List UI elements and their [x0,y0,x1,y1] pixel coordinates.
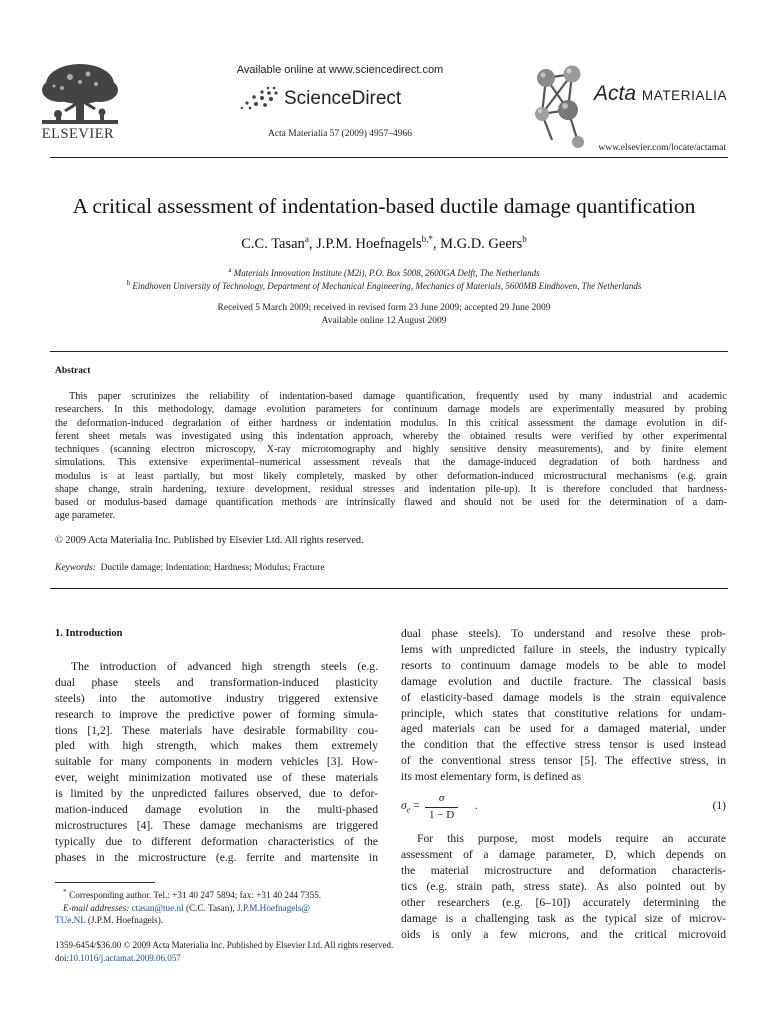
body-line: tions [1,2]. These materials have desirable formability cou- [55,723,378,737]
affiliation-text: Eindhoven University of Technology, Department of Mechanical Engineering, Mechanics of Materials, 5600MB Eindhoven, The Netherlands [132,281,642,291]
body-line: mation-induced damage evolution in the multi-phased [55,803,378,817]
body-line: dual phase steels). To understand and resolve these prob- [401,627,726,640]
equation-denominator: 1 − D [425,807,458,824]
equation-equals: = [410,800,420,813]
left-column [55,626,378,866]
author-separator: , [432,235,441,252]
affiliation-label: a [228,266,232,274]
body-line: For this purpose, most models require an accurate [417,832,726,846]
body-line: is limited by the unpredicted failures observed, due to defor- [55,787,378,801]
keywords-list: Ductile damage; Indentation; Hardness; Modulus; Fracture [100,563,325,573]
sciencedirect-wordmark: ScienceDirect [284,88,402,109]
abstract-line: shape change, strain hardening, texture development, residual stresses and indentation pile-up). It is therefore concluded that hardness- [55,483,727,495]
author-separator: , [308,235,317,252]
body-line: of elasticity-based damage models is the strain equivalence [401,690,726,704]
body-line: its most elementary form, is defined as [401,770,581,784]
abstract-copyright: © 2009 Acta Materialia Inc. Published by Elsevier Ltd. All rights reserved. [55,535,364,546]
article-title: A critical assessment of indentation-based ductile damage quantification [72,194,696,218]
available-online-date: Available online 12 August 2009 [321,316,447,326]
abstract-bottom-rule [50,588,728,589]
abstract-line: techniques (scanning electron microscopy, X-ray microtomography and highly sensitive density measurements), and by finite element [55,444,727,455]
acta-materialia-molecule-icon [528,64,600,150]
equation-number: (1) [712,800,726,813]
body-line: pled with high strength, which makes them extremely [55,739,378,753]
footnote-marker: * [63,887,67,896]
doi-label: doi: [55,952,70,963]
header-rule [50,157,728,158]
body-line: the condition that the effective stress tensor is used instead [401,738,726,752]
equation-lhs [401,799,420,818]
author-affiliation-mark: b [522,234,527,244]
body-line: dual phase steels and transformation-induced plasticity [55,675,378,689]
body-line: assessment of a damage parameter, D, which depends on [401,847,726,861]
body-line: ever, weight minimization motivated use of these materials [55,771,378,785]
received-dates: Received 5 March 2009; received in revised form 23 June 2009; accepted 29 June 2009 [217,303,551,313]
journal-url[interactable]: www.elsevier.com/locate/actamat [598,143,726,153]
equation-trailing: . [475,800,478,813]
author-affiliation-mark: a [304,234,309,244]
author-name: J.P.M. Hoefnagels [316,235,422,252]
acta-wordmark-materialia: MATERIALIA [641,88,728,103]
email-link-hoefnagels[interactable]: J.P.M.Hoefnagels@ [236,902,310,913]
keywords-line [55,563,325,573]
affiliation-b [20,279,748,291]
issn-line: 1359-6454/$36.00 © 2009 Acta Materialia Inc. Published by Elsevier Ltd. All rights reserved. [55,940,394,950]
right-column [401,626,726,942]
acta-materialia-wordmark [594,82,727,106]
abstract-top-rule [50,351,728,352]
footnote-emails-cont [55,914,379,927]
footnote-corresponding-text: Corresponding author. Tel.: +31 40 247 5894; fax: +31 40 244 7355. [69,890,322,901]
footnote-emails [55,902,379,915]
abstract-heading: Abstract [55,366,91,376]
footnote-corresponding [55,886,379,902]
page-footer [55,939,615,964]
abstract-line: simulations. This extensive experimental–numerical assessment reveals that the damage-induced degradation of both hardness and [55,457,727,469]
abstract-line: researchers. In this methodology, damage evolution parameters for continuum damage models are experimentally measured by probing [55,404,727,416]
email-link-hoefnagels-cont[interactable]: TUe.NL [55,915,86,926]
body-line: steels) into the automotive industry triggered extensive [55,691,378,705]
affiliation-a [20,266,748,278]
abstract-line: This paper scrutinizes the reliability of indentation-based damage quantification, frequently used by many industrial and academic [69,391,727,402]
body-line: research to improve the predictive power of forming simula- [55,707,378,721]
available-online-line[interactable]: Available online at www.sciencedirect.com [236,64,444,76]
sciencedirect-dots-icon [238,84,282,110]
abstract-line: age parameter. [55,510,116,522]
body-line: tics (e.g. strain path, stress state). As also pointed out by [401,879,726,893]
abstract-line: modulus is at least partially, but most likely completely, masked by other deformation-induced microstructural mechanisms (e.g. grain [55,470,727,482]
body-line: other researchers (e.g. [6–10]) accurately determining the [401,895,726,909]
equation-sigma: σ [401,800,407,813]
body-line: The introduction of advanced high strength steels (e.g. [71,659,378,673]
body-line: resorts to continuum damage models to be able to model [401,658,726,672]
email-label: E-mail addresses: [63,902,130,913]
keywords-label: Keywords: [55,563,96,573]
body-line: lems with unpredicted failure in steels, the industry typically [401,642,726,656]
body-line: damage is a challenging task as the typical size of microv- [401,911,726,925]
body-line: typically due to different deformation characteristics of the [55,834,378,848]
body-line: suitable for many components in modern vehicles [3]. How- [55,755,378,769]
body-line: phases in the microstructure (e.g. ferrite and martensite in [55,850,378,864]
email-owner-tasan: (C.C. Tasan), [185,902,235,913]
body-line: aged materials can be used for a damaged material, under [401,722,726,736]
author-name: C.C. Tasan [241,235,305,252]
body-line: the material microstructure and deformation characteris- [401,863,726,877]
body-line: oids is only a few microns, and the critical microvoid [401,927,726,941]
equation-numerator: σ [438,792,445,805]
elsevier-tree-logo-icon [30,62,130,128]
abstract-line: the deformation-induced degradation of either hardness or indentation modulus. In this critical assessment the damage evolution in dif- [55,417,727,429]
doi-line [55,952,615,965]
affiliation-text: Materials Innovation Institute (M2i), P.O. Box 5008, 2600GA Delft, The Netherlands [233,268,540,278]
email-link-tasan[interactable]: ctasan@tue.nl [131,902,184,913]
author-list [20,234,748,253]
affiliation-label: b [126,279,131,287]
equation-1 [401,791,726,821]
publisher-name: ELSEVIER [41,126,115,142]
body-line: damage evolution and ductile fracture. The classical basis [401,674,726,688]
acta-wordmark-acta: Acta [594,82,637,105]
author-affiliation-mark[interactable]: b,* [421,234,433,244]
journal-reference: Acta Materialia 57 (2009) 4957–4966 [267,129,413,139]
email-owner-hoefnagels: (J.P.M. Hoefnagels). [87,915,164,926]
body-line: microstructures [4]. These damage mechanisms are triggered [55,818,378,832]
footnote-rule [55,882,155,883]
doi-link[interactable]: 10.1016/j.actamat.2009.06.057 [69,952,181,963]
equation-fraction [425,791,458,824]
author-name: M.G.D. Geers [440,235,523,252]
abstract-line: ferent sheet metals was investigated using this indentation approach, whereby the obtained results were verified by other experimental [55,430,727,442]
abstract-body [55,390,727,523]
body-line: principle, which states that constitutive relations for undam- [401,706,726,720]
equation-subscript: e [406,805,411,815]
abstract-line: based or modulus-based damage quantification methods are intrinsically flawed and should not be used for the determination of a dam- [55,497,727,508]
footnote [55,886,379,927]
body-line: of the conventional stress tensor [5]. The effective stress, in [401,754,726,768]
section-heading: 1. Introduction [55,628,123,639]
